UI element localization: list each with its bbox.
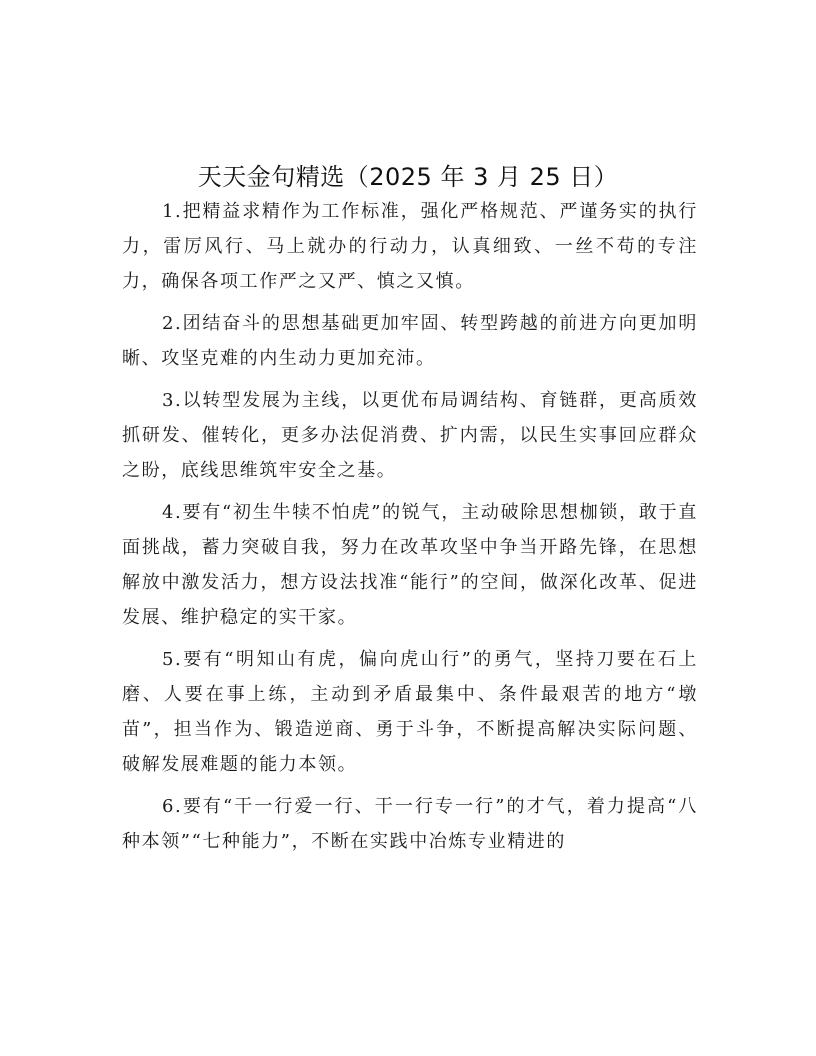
- document-title: 天天金句精选（2025 年 3 月 25 日）: [197, 163, 619, 192]
- document-body: [122, 194, 698, 866]
- quote-paragraph-4: 4.要有“初生牛犊不怕虎”的锐气，主动破除思想枷锁，敢于直面挑战，蓄力突破自我，努力在改革攻坚中争当开路先锋，在思想解放中激发活力，想方设法找准“能行”的空间，做深化改革、促进发展、维护稳定的实干家。: [122, 502, 698, 628]
- quote-paragraph-2: 2.团结奋斗的思想基础更加牢固、转型跨越的前进方向更加明晰、攻坚克难的内生动力更加充沛。: [122, 313, 698, 369]
- quote-paragraph-3: 3.以转型发展为主线，以更优布局调结构、育链群，更高质效抓研发、催转化，更多办法促消费、扩内需，以民生实事回应群众之盼，底线思维筑牢安全之基。: [122, 390, 698, 481]
- quote-paragraph-5: 5.要有“明知山有虎，偏向虎山行”的勇气，坚持刀要在石上磨、人要在事上练，主动到矛盾最集中、条件最艰苦的地方“墩苗”，担当作为、锻造逆商、勇于斗争，不断提高解决实际问题、破解发展难题的能力本领。: [122, 649, 698, 775]
- quote-paragraph-6: 6.要有“干一行爱一行、干一行专一行”的才气，着力提高“八种本领”“七种能力”，不断在实践中冶炼专业精进的: [122, 796, 698, 852]
- quote-paragraph-1: 1.把精益求精作为工作标准，强化严格规范、严谨务实的执行力，雷厉风行、马上就办的行动力，认真细致、一丝不苟的专注力，确保各项工作严之又严、慎之又慎。: [122, 201, 698, 292]
